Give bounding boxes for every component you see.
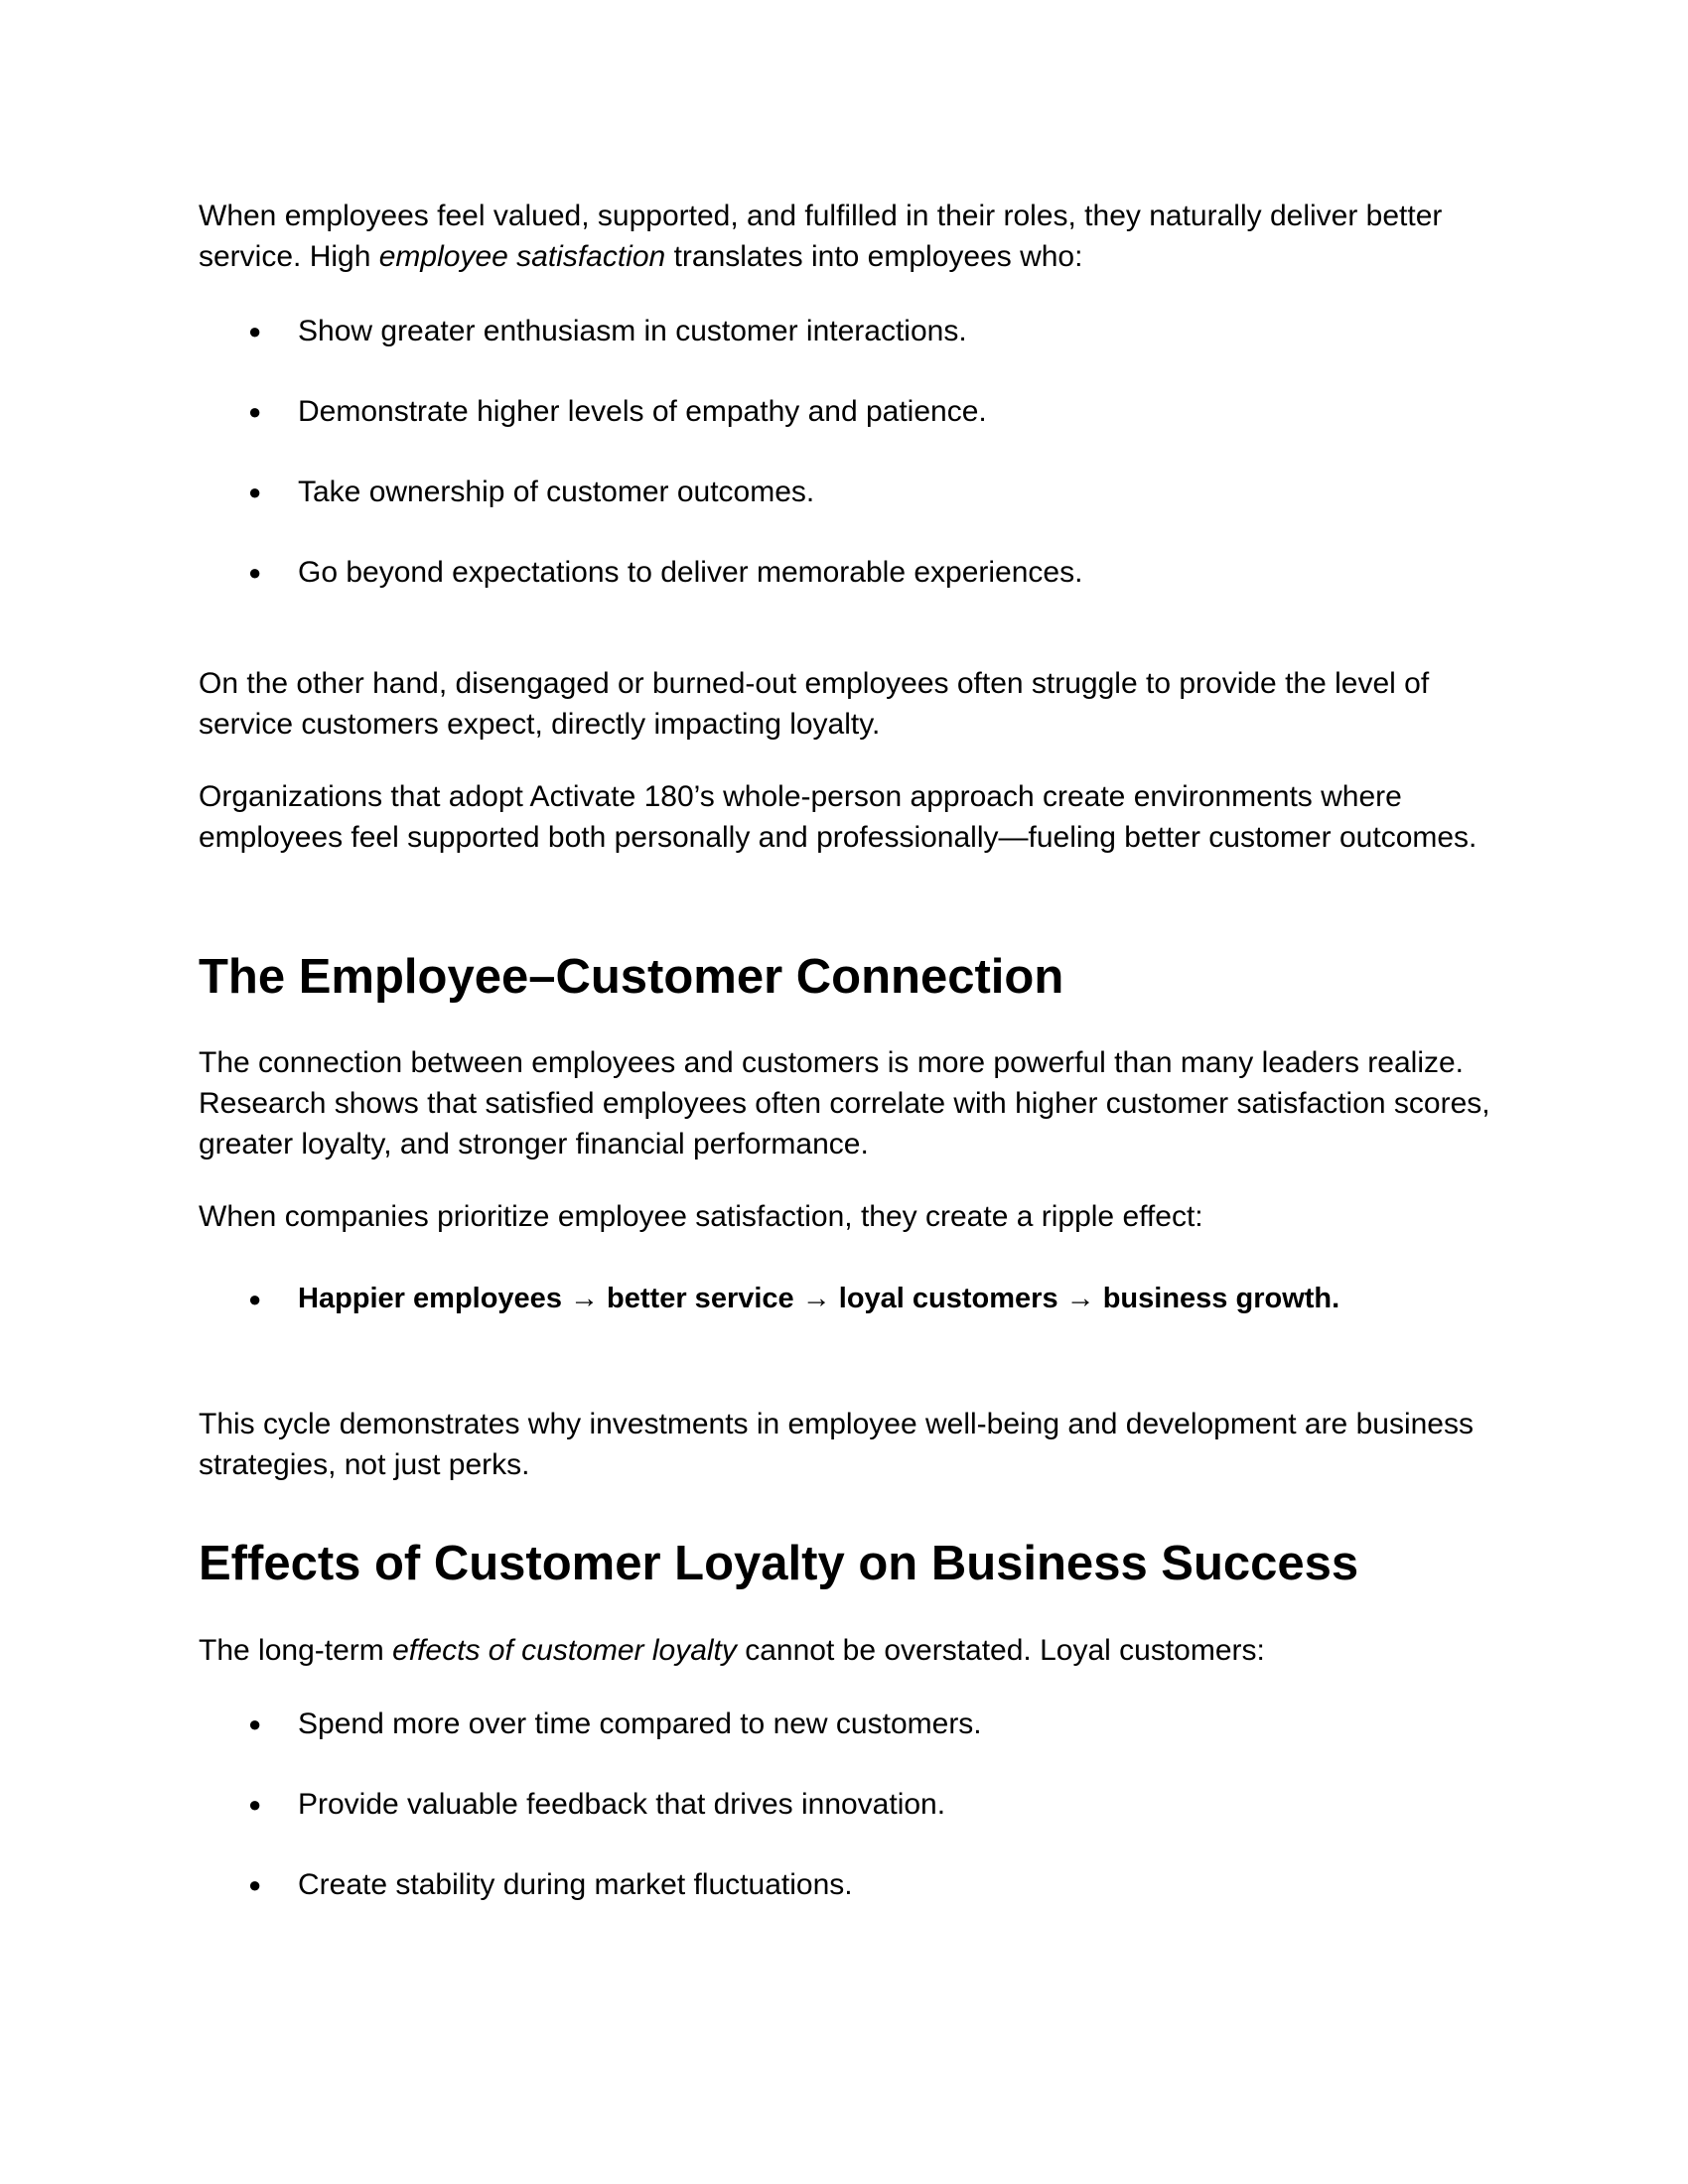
activate-paragraph: Organizations that adopt Activate 180’s whole-person approach create environments where employees feel supported both personally and professionally—fueling better customer outcomes.	[199, 780, 1477, 854]
intro-paragraph	[199, 196, 1509, 277]
section-heading-loyalty: Effects of Customer Loyalty on Business Success	[199, 1537, 1359, 1590]
list-item-text: Take ownership of customer outcomes.	[298, 476, 815, 508]
loyalty-intro-emphasis: effects of customer loyalty	[392, 1634, 737, 1667]
loyalty-intro-paragraph	[199, 1630, 1509, 1671]
intro-emphasis: employee satisfaction	[378, 240, 666, 273]
bullet-icon: ●	[248, 560, 262, 585]
list-item-text: Spend more over time compared to new customers.	[298, 1707, 982, 1740]
disengaged-paragraph: On the other hand, disengaged or burned-out employees often struggle to provide the level of service customers expect, directly impacting loyalty.	[199, 667, 1430, 741]
list-item-text: Create stability during market fluctuations.	[298, 1868, 853, 1901]
section-heading-connection: The Employee–Customer Connection	[199, 950, 1064, 1004]
intro-text-start: When employees feel valued, supported, and fulfilled in their roles, they naturally deliver better service. High	[199, 200, 1443, 273]
list-item-text: Provide valuable feedback that drives innovation.	[298, 1788, 946, 1821]
bullet-icon: ●	[248, 479, 262, 504]
ripple-effect-text: Happier employees → better service → loyal customers → business growth.	[298, 1283, 1340, 1314]
bullet-icon: ●	[248, 1711, 262, 1736]
connection-paragraph: The connection between employees and customers is more powerful than many leaders realize. Research shows that satisfied employees often correlate with higher customer satisfaction scores, greater loyalty, and stronger financial performance.	[199, 1046, 1490, 1160]
list-item-text: Demonstrate higher levels of empathy and patience.	[298, 395, 987, 428]
bullet-icon: ●	[248, 319, 262, 343]
list-item-text: Go beyond expectations to deliver memorable experiences.	[298, 556, 1083, 589]
bullet-icon: ●	[248, 399, 262, 424]
intro-text-end: translates into employees who:	[665, 240, 1083, 273]
loyalty-intro-end: cannot be overstated. Loyal customers:	[736, 1634, 1265, 1667]
cycle-paragraph: This cycle demonstrates why investments in employee well-being and development are business strategies, not just perks.	[199, 1408, 1474, 1481]
bullet-icon: ●	[248, 1792, 262, 1817]
list-item-text: Show greater enthusiasm in customer interactions.	[298, 315, 967, 347]
ripple-paragraph: When companies prioritize employee satisfaction, they create a ripple effect:	[199, 1200, 1203, 1233]
bullet-icon: ●	[248, 1872, 262, 1897]
loyalty-intro-start: The long-term	[199, 1634, 393, 1667]
bullet-icon: ●	[248, 1287, 262, 1311]
